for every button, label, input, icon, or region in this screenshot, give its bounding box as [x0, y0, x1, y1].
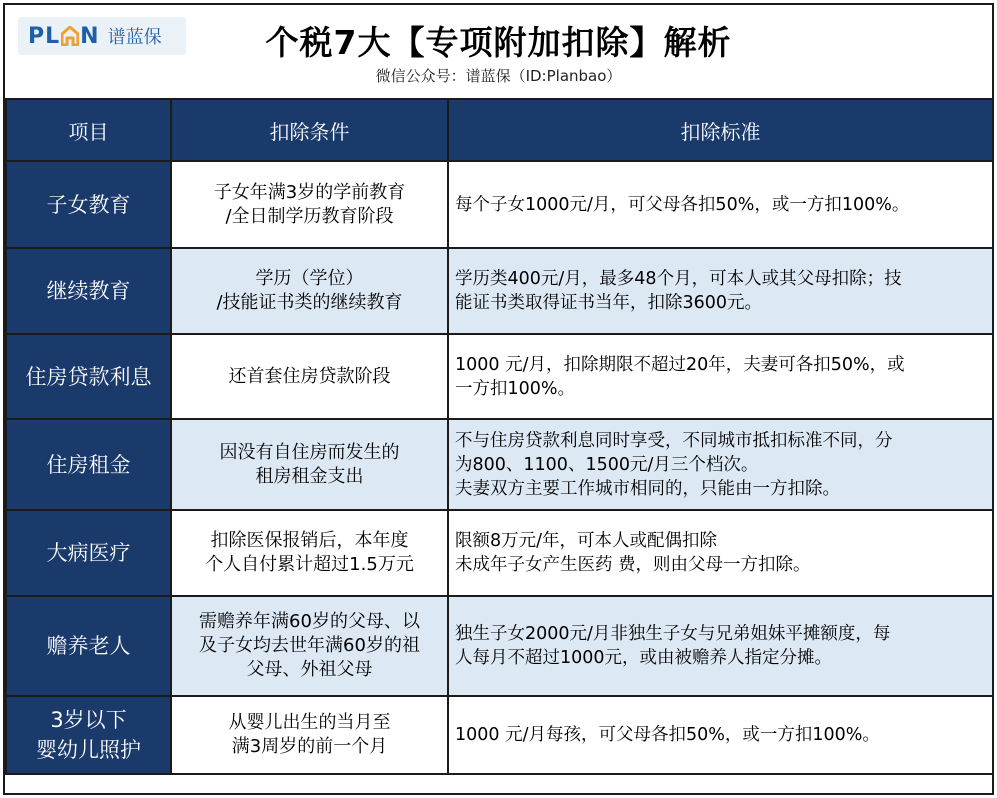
row-condition-line: 还首套住房贷款阶段 [228, 365, 391, 387]
row-condition-line: 因没有自住房而发生的 [219, 441, 400, 463]
row-item-cell [6, 161, 171, 248]
row-standard-cell [448, 596, 993, 696]
row-condition-line: 满3周岁的前一个月 [231, 736, 388, 757]
row-standard-cell [448, 248, 993, 334]
header [5, 5, 992, 97]
row-item-line: 大病医疗 [46, 541, 131, 565]
row-item-cell [6, 334, 171, 419]
row-item-line: 3岁以下 [50, 708, 127, 732]
row-standard-line: 人每月不超过1000元，或由被赡养人指定分摊。 [455, 648, 833, 668]
row-standard-line: 每个子女1000元/月，可父母各扣50%，或一方扣100%。 [455, 194, 910, 215]
row-standard-line: 学历类400元/月，最多48个月，可本人或其父母扣除；技 [455, 269, 902, 289]
row-condition-line: 需赡养年满60岁的父母、以 [199, 611, 420, 632]
row-item-cell [6, 696, 171, 774]
row-standard-cell [448, 696, 993, 774]
row-standard-line: 1000 元/月，扣除期限不超过20年，夫妻可各扣50%，或 [455, 354, 905, 375]
page-title: 个税7大【专项附加扣除】解析 [265, 23, 732, 62]
row-condition-line: 个人自付累计超过1.5万元 [205, 554, 414, 575]
row-standard-line: 能证书类取得证书当年，扣除3600元。 [455, 293, 763, 313]
row-item-line: 子女教育 [46, 192, 131, 217]
table-header-row [6, 99, 993, 161]
table-row [6, 419, 993, 510]
row-condition-line: 学历（学位） [255, 268, 364, 289]
row-condition-line: 扣除医保报销后，本年度 [210, 530, 409, 551]
row-condition-cell [171, 334, 448, 419]
row-standard-cell [448, 419, 993, 510]
row-standard-cell [448, 161, 993, 248]
row-standard-line: 一方扣100%。 [455, 378, 576, 399]
row-standard-line: 未成年子女产生医药 费，则由父母一方扣除。 [455, 555, 811, 575]
row-condition-cell [171, 248, 448, 334]
row-standard-cell [448, 510, 993, 596]
row-condition-line: /技能证书类的继续教育 [216, 292, 403, 313]
table-row [6, 596, 993, 696]
row-item-cell [6, 510, 171, 596]
row-condition-cell [171, 696, 448, 774]
row-item-line: 赡养老人 [46, 634, 131, 658]
table-row [6, 161, 993, 248]
column-header-standard: 扣除标准 [448, 99, 993, 161]
table-row [6, 696, 993, 774]
row-standard-line: 1000 元/月每孩，可父母各扣50%，或一方扣100%。 [455, 725, 880, 745]
table-row [6, 510, 993, 596]
row-item-line: 住房贷款利息 [25, 364, 152, 389]
poster-frame [3, 3, 994, 795]
column-header-item: 项目 [6, 99, 171, 161]
row-standard-line: 独生子女2000元/月非独生子女与兄弟姐妹平摊额度，每 [455, 624, 891, 644]
row-condition-line: 父母、外祖父母 [246, 659, 373, 680]
logo-wordmark: PL N [28, 23, 100, 49]
row-standard-line: 为800、1100、1500元/月三个档次。 [455, 454, 759, 475]
row-condition-cell [171, 161, 448, 248]
deduction-table [5, 98, 994, 775]
row-item-cell [6, 248, 171, 334]
row-condition-cell [171, 510, 448, 596]
row-condition-line: 从婴儿出生的当月至 [228, 712, 391, 733]
row-item-line: 婴幼儿照护 [36, 738, 141, 762]
column-header-condition: 扣除条件 [171, 99, 448, 161]
row-standard-line: 夫妻双方主要工作城市相同的，只能由一方扣除。 [455, 478, 840, 499]
row-item-cell [6, 419, 171, 510]
logo-chinese-name: 谱蓝保 [107, 27, 162, 48]
row-condition-line: /全日制学历教育阶段 [225, 205, 394, 227]
row-standard-line: 不与住房贷款利息同时享受，不同城市抵扣标准不同，分 [455, 430, 893, 451]
row-standard-line: 限额8万元/年，可本人或配偶扣除 [455, 531, 718, 551]
row-item-line: 继续教育 [46, 279, 131, 303]
row-standard-cell [448, 334, 993, 419]
row-condition-cell [171, 419, 448, 510]
row-condition-cell [171, 596, 448, 696]
table-row [6, 248, 993, 334]
row-condition-line: 及子女均去世年满60岁的祖 [199, 635, 420, 656]
row-item-line: 住房租金 [46, 452, 131, 477]
table-row [6, 334, 993, 419]
row-condition-line: 租房租金支出 [255, 465, 364, 487]
page-subtitle: 微信公众号：谱蓝保（ID:Planbao） [375, 67, 622, 85]
row-item-cell [6, 596, 171, 696]
row-condition-line: 子女年满3岁的学前教育 [213, 181, 406, 203]
